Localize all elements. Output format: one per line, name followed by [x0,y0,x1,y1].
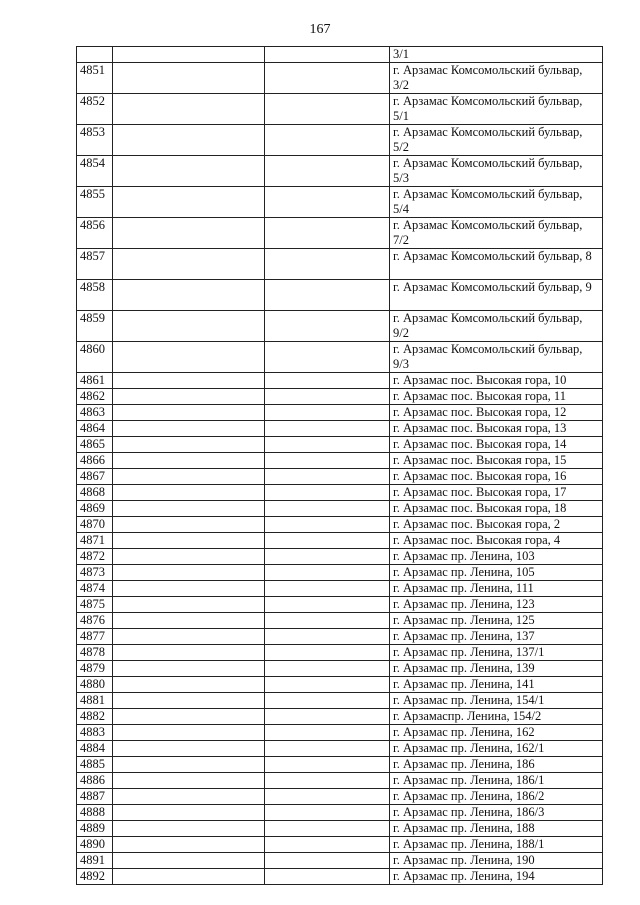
table-row [77,453,603,469]
empty-cell-b [265,125,390,156]
row-number-cell: 4883 [77,725,113,741]
empty-cell-b [265,709,390,725]
row-number-cell: 4882 [77,709,113,725]
empty-cell-b [265,249,390,280]
empty-cell-a [113,789,265,805]
empty-cell-b [265,725,390,741]
table-row [77,613,603,629]
table-row [77,741,603,757]
empty-cell-b [265,629,390,645]
empty-cell-b [265,533,390,549]
empty-cell-b [265,47,390,63]
address-cell: г. Арзамас пр. Ленина, 141 [390,677,603,693]
table-row [77,342,603,373]
empty-cell-a [113,342,265,373]
row-number-cell: 4855 [77,187,113,218]
address-cell: г. Арзамас пр. Ленина, 103 [390,549,603,565]
empty-cell-b [265,581,390,597]
empty-cell-a [113,125,265,156]
empty-cell-a [113,853,265,869]
empty-cell-a [113,187,265,218]
row-number-cell: 4884 [77,741,113,757]
empty-cell-a [113,373,265,389]
row-number-cell: 4881 [77,693,113,709]
empty-cell-a [113,645,265,661]
address-cell: г. Арзамас пр. Ленина, 139 [390,661,603,677]
address-cell: г. Арзамас пос. Высокая гора, 17 [390,485,603,501]
row-number-cell: 4866 [77,453,113,469]
empty-cell-b [265,405,390,421]
empty-cell-b [265,453,390,469]
table-row [77,757,603,773]
row-number-cell: 4869 [77,501,113,517]
table-row [77,63,603,94]
table-row [77,677,603,693]
empty-cell-a [113,821,265,837]
empty-cell-a [113,629,265,645]
row-number-cell: 4856 [77,218,113,249]
address-cell: г. Арзамас пр. Ленина, 188/1 [390,837,603,853]
empty-cell-a [113,218,265,249]
empty-cell-a [113,249,265,280]
table-row [77,187,603,218]
address-cell: г. Арзамас Комсомольский бульвар, 5/3 [390,156,603,187]
empty-cell-b [265,94,390,125]
empty-cell-b [265,677,390,693]
address-cell: г. Арзамас пос. Высокая гора, 10 [390,373,603,389]
row-number-cell: 4851 [77,63,113,94]
empty-cell-b [265,187,390,218]
address-cell: г. Арзамас пос. Высокая гора, 11 [390,389,603,405]
row-number-cell: 4891 [77,853,113,869]
empty-cell-a [113,47,265,63]
row-number-cell: 4889 [77,821,113,837]
empty-cell-a [113,709,265,725]
address-cell: г. Арзамас пос. Высокая гора, 4 [390,533,603,549]
address-cell: г. Арзамас пр. Ленина, 190 [390,853,603,869]
row-number-cell: 4888 [77,805,113,821]
address-cell: 3/1 [390,47,603,63]
address-cell: г. Арзамас пр. Ленина, 137/1 [390,645,603,661]
table-row [77,94,603,125]
empty-cell-a [113,437,265,453]
address-cell: г. Арзамас пр. Ленина, 186 [390,757,603,773]
table-row [77,565,603,581]
address-cell: г. Арзамас пр. Ленина, 186/1 [390,773,603,789]
row-number-cell: 4875 [77,597,113,613]
empty-cell-a [113,597,265,613]
table-row [77,125,603,156]
table-row [77,709,603,725]
address-cell: г. Арзамас пос. Высокая гора, 15 [390,453,603,469]
address-cell: г. Арзамас пос. Высокая гора, 12 [390,405,603,421]
empty-cell-b [265,517,390,533]
empty-cell-b [265,373,390,389]
empty-cell-b [265,741,390,757]
address-cell: г. Арзамас пос. Высокая гора, 2 [390,517,603,533]
address-cell: г. Арзамас Комсомольский бульвар, 5/2 [390,125,603,156]
table-row [77,549,603,565]
address-cell: г. Арзамас Комсомольский бульвар, 9/3 [390,342,603,373]
empty-cell-a [113,280,265,311]
table-row [77,725,603,741]
address-cell: г. Арзамас пр. Ленина, 137 [390,629,603,645]
address-cell: г. Арзамас пр. Ленина, 154/1 [390,693,603,709]
empty-cell-a [113,581,265,597]
table-row [77,373,603,389]
table-row [77,869,603,885]
row-number-cell: 4858 [77,280,113,311]
table-row [77,789,603,805]
table-row [77,501,603,517]
row-number-cell: 4873 [77,565,113,581]
row-number-cell: 4872 [77,549,113,565]
empty-cell-a [113,517,265,533]
row-number-cell [77,47,113,63]
address-cell: г. Арзамас Комсомольский бульвар, 5/4 [390,187,603,218]
row-number-cell: 4871 [77,533,113,549]
empty-cell-a [113,156,265,187]
empty-cell-a [113,405,265,421]
empty-cell-b [265,757,390,773]
empty-cell-a [113,693,265,709]
address-cell: г. Арзамас Комсомольский бульвар, 3/2 [390,63,603,94]
row-number-cell: 4864 [77,421,113,437]
row-number-cell: 4863 [77,405,113,421]
row-number-cell: 4876 [77,613,113,629]
empty-cell-b [265,549,390,565]
empty-cell-a [113,389,265,405]
address-table-body [77,47,603,885]
empty-cell-a [113,549,265,565]
empty-cell-a [113,94,265,125]
page-number: 167 [309,22,331,37]
empty-cell-b [265,853,390,869]
table-row [77,645,603,661]
empty-cell-b [265,311,390,342]
empty-cell-a [113,469,265,485]
address-cell: г. Арзамас пр. Ленина, 194 [390,869,603,885]
address-cell: г. Арзамас Комсомольский бульвар, 7/2 [390,218,603,249]
table-row [77,837,603,853]
empty-cell-a [113,311,265,342]
table-row [77,280,603,311]
table-row [77,629,603,645]
empty-cell-b [265,280,390,311]
table-row [77,581,603,597]
empty-cell-a [113,837,265,853]
table-row [77,469,603,485]
row-number-cell: 4861 [77,373,113,389]
row-number-cell: 4887 [77,789,113,805]
empty-cell-a [113,501,265,517]
empty-cell-a [113,757,265,773]
table-row [77,405,603,421]
row-number-cell: 4868 [77,485,113,501]
address-cell: г. Арзамас пр. Ленина, 105 [390,565,603,581]
address-cell: г. Арзамас пр. Ленина, 186/3 [390,805,603,821]
empty-cell-b [265,389,390,405]
empty-cell-a [113,725,265,741]
empty-cell-b [265,218,390,249]
empty-cell-b [265,421,390,437]
address-cell: г. Арзамас пр. Ленина, 123 [390,597,603,613]
empty-cell-b [265,693,390,709]
empty-cell-a [113,533,265,549]
row-number-cell: 4874 [77,581,113,597]
table-row [77,533,603,549]
table-row [77,47,603,63]
address-cell: г. Арзамас пр. Ленина, 162 [390,725,603,741]
empty-cell-b [265,789,390,805]
table-row [77,597,603,613]
address-table [76,46,603,885]
empty-cell-b [265,645,390,661]
row-number-cell: 4890 [77,837,113,853]
empty-cell-a [113,805,265,821]
row-number-cell: 4862 [77,389,113,405]
row-number-cell: 4853 [77,125,113,156]
address-cell: г. Арзамас Комсомольский бульвар, 5/1 [390,94,603,125]
table-row [77,821,603,837]
table-row [77,693,603,709]
empty-cell-a [113,661,265,677]
empty-cell-b [265,869,390,885]
empty-cell-a [113,677,265,693]
table-row [77,389,603,405]
table-row [77,773,603,789]
table-row [77,853,603,869]
empty-cell-b [265,501,390,517]
address-cell: г. Арзамас пр. Ленина, 125 [390,613,603,629]
row-number-cell: 4865 [77,437,113,453]
row-number-cell: 4854 [77,156,113,187]
row-number-cell: 4878 [77,645,113,661]
empty-cell-b [265,805,390,821]
row-number-cell: 4867 [77,469,113,485]
address-cell: г. Арзамас пр. Ленина, 188 [390,821,603,837]
row-number-cell: 4879 [77,661,113,677]
empty-cell-b [265,156,390,187]
empty-cell-b [265,565,390,581]
empty-cell-b [265,773,390,789]
empty-cell-a [113,613,265,629]
empty-cell-b [265,837,390,853]
row-number-cell: 4880 [77,677,113,693]
address-cell: г. Арзамас пос. Высокая гора, 14 [390,437,603,453]
row-number-cell: 4892 [77,869,113,885]
table-row [77,437,603,453]
empty-cell-b [265,613,390,629]
empty-cell-a [113,485,265,501]
address-cell: г. Арзамас пр. Ленина, 111 [390,581,603,597]
row-number-cell: 4870 [77,517,113,533]
empty-cell-b [265,63,390,94]
row-number-cell: 4877 [77,629,113,645]
empty-cell-a [113,453,265,469]
empty-cell-b [265,821,390,837]
address-cell: г. Арзамас пос. Высокая гора, 18 [390,501,603,517]
empty-cell-b [265,661,390,677]
row-number-cell: 4857 [77,249,113,280]
address-cell: г. Арзамас пр. Ленина, 186/2 [390,789,603,805]
empty-cell-a [113,63,265,94]
empty-cell-a [113,773,265,789]
address-cell: г. Арзамас Комсомольский бульвар, 9/2 [390,311,603,342]
row-number-cell: 4885 [77,757,113,773]
empty-cell-b [265,437,390,453]
table-row [77,517,603,533]
address-cell: г. Арзамас пр. Ленина, 162/1 [390,741,603,757]
table-row [77,218,603,249]
table-row [77,661,603,677]
address-cell: г. Арзамас пос. Высокая гора, 13 [390,421,603,437]
table-row [77,421,603,437]
row-number-cell: 4886 [77,773,113,789]
table-row [77,311,603,342]
row-number-cell: 4852 [77,94,113,125]
empty-cell-b [265,597,390,613]
address-cell: г. Арзамас Комсомольский бульвар, 9 [390,280,603,311]
empty-cell-a [113,741,265,757]
table-row [77,156,603,187]
empty-cell-b [265,485,390,501]
empty-cell-a [113,869,265,885]
address-cell: г. Арзамаспр. Ленина, 154/2 [390,709,603,725]
empty-cell-a [113,565,265,581]
empty-cell-b [265,342,390,373]
row-number-cell: 4859 [77,311,113,342]
empty-cell-a [113,421,265,437]
table-row [77,805,603,821]
address-cell: г. Арзамас Комсомольский бульвар, 8 [390,249,603,280]
empty-cell-b [265,469,390,485]
table-row [77,249,603,280]
table-row [77,485,603,501]
address-cell: г. Арзамас пос. Высокая гора, 16 [390,469,603,485]
row-number-cell: 4860 [77,342,113,373]
